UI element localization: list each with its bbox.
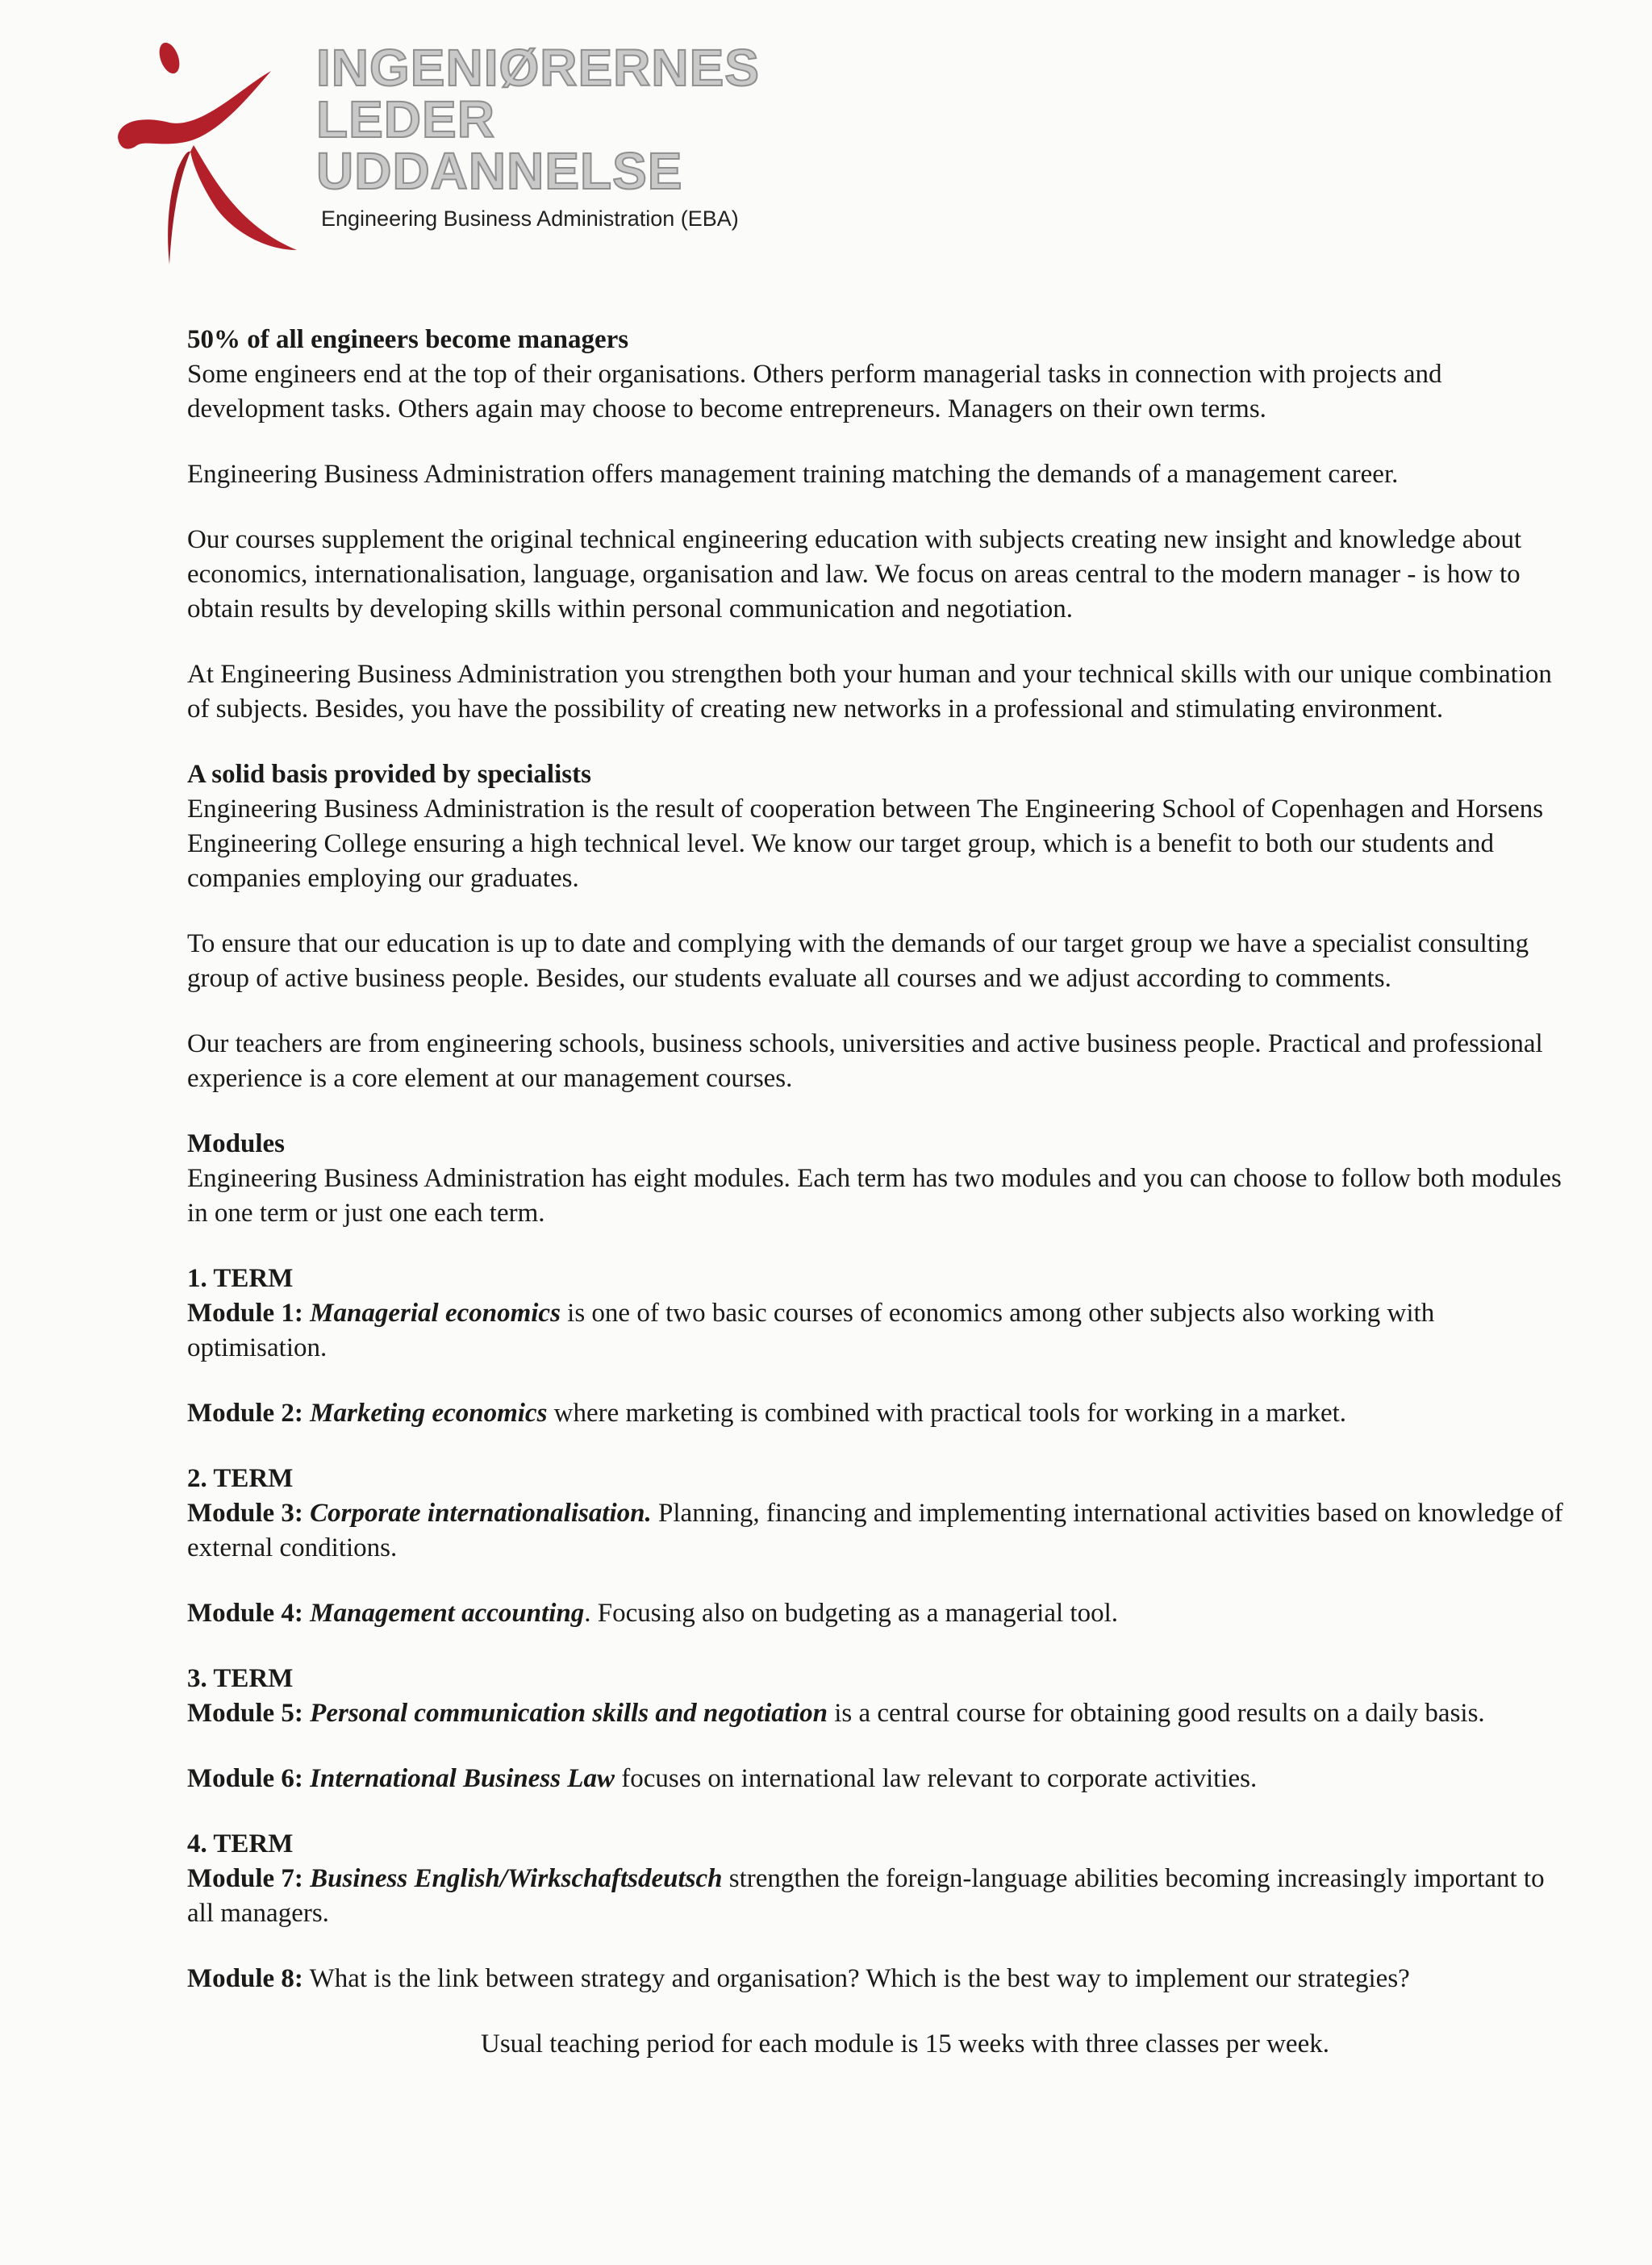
module-2-text: where marketing is combined with practical tools for working in a market.: [547, 1399, 1347, 1428]
term-3-block: [187, 1662, 1575, 1731]
basis-paragraph-1: Engineering Business Administration is the result of cooperation between The Engineering School of Copenhagen and Horsens Engineering College ensuring a high technical level. We know our target group, which is a benefit to both our students and companies employing our graduates.: [187, 795, 1544, 893]
module-6-block: [187, 1762, 1575, 1796]
module-2-title: Marketing economics: [310, 1399, 548, 1428]
module-1-title: Managerial economics: [310, 1299, 561, 1328]
term-1-heading: 1. TERM: [187, 1264, 294, 1293]
module-8-block: [187, 1962, 1575, 1996]
intro-heading: 50% of all engineers become managers: [187, 325, 629, 354]
term-2-heading: 2. TERM: [187, 1464, 294, 1493]
modules-heading: Modules: [187, 1129, 286, 1158]
brand-subtitle: Engineering Business Administration (EBA): [321, 206, 739, 231]
basis-paragraph-2: To ensure that our education is up to date and complying with the demands of our target group we have a specialist consulting group of active business people. Besides, our students evaluate all courses and we adjust according to comments.: [187, 929, 1529, 993]
module-4-label: Module 4:: [187, 1599, 303, 1628]
module-6-label: Module 6:: [187, 1764, 303, 1793]
module-6-text: focuses on international law relevant to corporate activities.: [614, 1764, 1258, 1793]
teaching-period-note: Usual teaching period for each module is 15 weeks with three classes per week.: [481, 2029, 1329, 2059]
module-6-title: International Business Law: [310, 1764, 615, 1793]
module-7-label: Module 7:: [187, 1864, 303, 1893]
brand-wordmark: [316, 39, 760, 232]
modules-section: [187, 1127, 1575, 1231]
module-3-label: Module 3:: [187, 1499, 303, 1528]
intro-paragraph-3: Our courses supplement the original technical engineering education with subjects creating new insight and knowledge about economics, internationalisation, language, organisation and law. We focus on areas central to the modern manager - is how to obtain results by developing skills within personal communication and negotiation.: [187, 525, 1522, 624]
module-8-text: What is the link between strategy and organisation? Which is the best way to implement our strategies?: [302, 1964, 1410, 1993]
module-3-title: Corporate internationalisation.: [310, 1499, 652, 1528]
module-5-title: Personal communication skills and negotiation: [310, 1699, 828, 1728]
term-2-block: [187, 1462, 1575, 1566]
module-5-label: Module 5:: [187, 1699, 303, 1728]
modules-paragraph: Engineering Business Administration has eight modules. Each term has two modules and you can choose to follow both modules in one term or just one each term.: [187, 1164, 1562, 1228]
basis-heading: A solid basis provided by specialists: [187, 760, 591, 789]
brand-line-1: INGENIØRERNES: [316, 39, 760, 97]
term-4-heading: 4. TERM: [187, 1829, 294, 1858]
module-3-text: Planning, financing and implementing international activities based on knowledge of external conditions.: [187, 1499, 1563, 1562]
intro-paragraph-2: Engineering Business Administration offers management training matching the demands of a management career.: [187, 460, 1399, 489]
module-8-label: Module 8:: [187, 1964, 303, 1993]
intro-section: [187, 323, 1575, 427]
brand-line-3: UDDANNELSE: [316, 142, 683, 200]
module-4-title: Management accounting: [310, 1599, 585, 1628]
brand-line-2: LEDER: [316, 90, 495, 148]
term-1-block: [187, 1262, 1575, 1366]
document-body: [187, 323, 1575, 2062]
basis-paragraph-3: Our teachers are from engineering schools, business schools, universities and active business people. Practical and professional experience is a core element at our management courses.: [187, 1029, 1543, 1093]
module-7-title: Business English/Wirkschaftsdeutsch: [310, 1864, 723, 1893]
module-4-block: [187, 1596, 1575, 1631]
module-1-text: is one of two basic courses of economics among other subjects also working with optimisation.: [187, 1299, 1435, 1362]
eba-figure-logo-icon: [113, 39, 298, 273]
module-7-text: strengthen the foreign-language abilities becoming increasingly important to all managers.: [187, 1864, 1545, 1928]
module-2-block: [187, 1396, 1575, 1431]
term-3-heading: 3. TERM: [187, 1664, 294, 1693]
basis-section: [187, 757, 1575, 896]
intro-paragraph-4: At Engineering Business Administration you strengthen both your human and your technical skills with our unique combination of subjects. Besides, you have the possibility of creating new networks in a professional and stimulating environment.: [187, 660, 1552, 724]
intro-paragraph-1: Some engineers end at the top of their organisations. Others perform managerial tasks in connection with projects and development tasks. Others again may choose to become entrepreneurs. Managers on their own terms.: [187, 360, 1442, 423]
term-4-block: [187, 1827, 1575, 1931]
module-4-text: . Focusing also on budgeting as a managerial tool.: [584, 1599, 1119, 1628]
module-2-label: Module 2:: [187, 1399, 303, 1428]
module-1-label: Module 1:: [187, 1299, 303, 1328]
module-5-text: is a central course for obtaining good results on a daily basis.: [827, 1699, 1485, 1728]
